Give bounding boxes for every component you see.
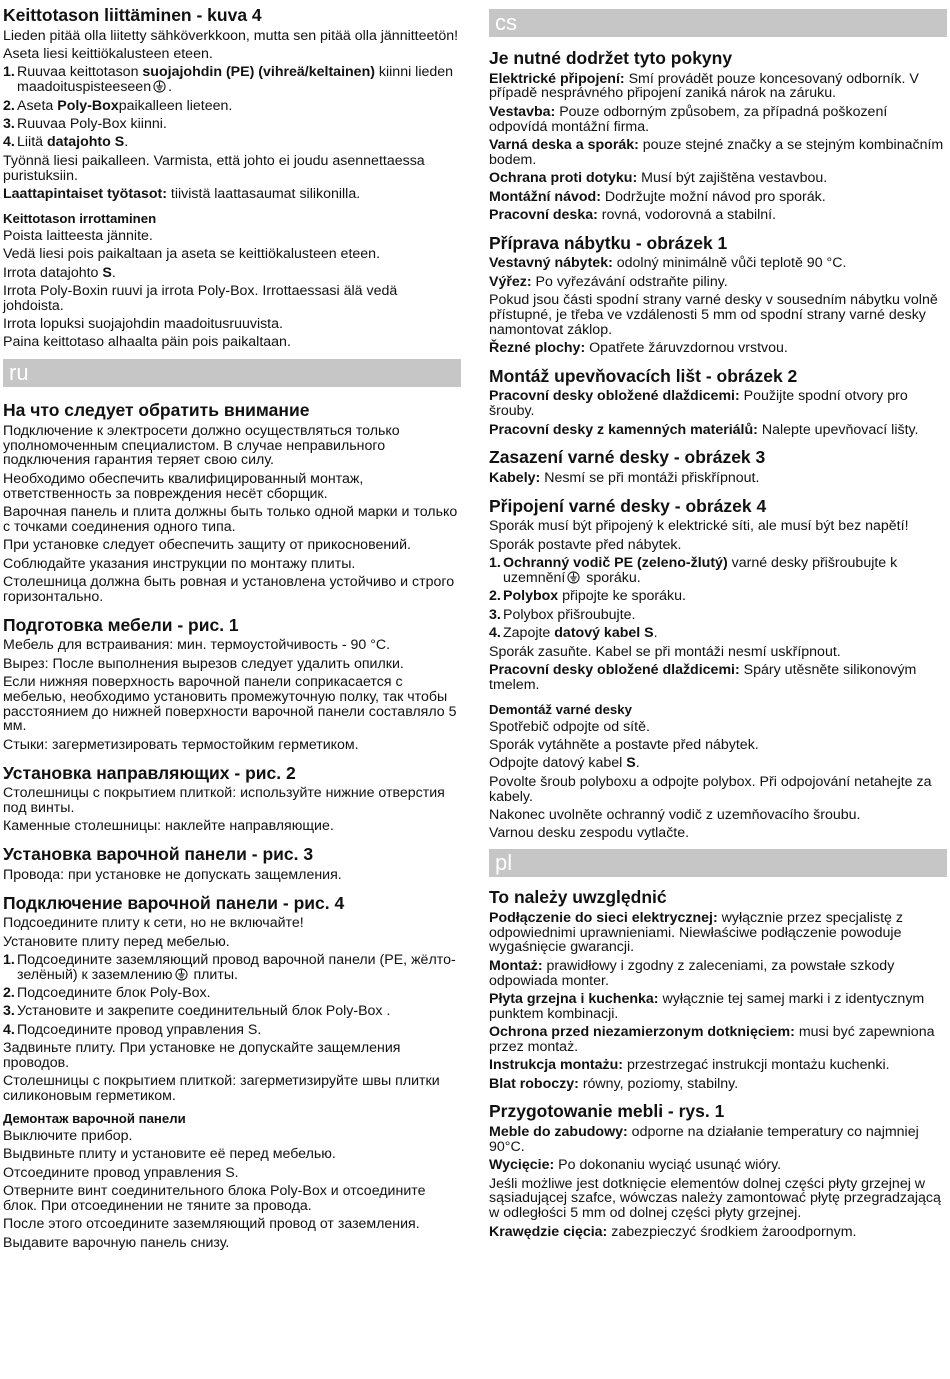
text: . [635, 755, 640, 772]
step-bold: datový kabel S [554, 625, 654, 642]
fi-paragraph: Irrota Poly-Boxin ruuvi ja irrota Poly-Box. Irrottaessasi älä vedä johdoista. [3, 282, 398, 314]
fi-paragraph [3, 266, 461, 281]
cs-paragraph [489, 138, 947, 168]
cs-subheading: Demontáž varné desky [489, 701, 632, 717]
step-number: 3. [489, 606, 501, 623]
step-text: Zapojte [503, 625, 555, 642]
ru-paragraph: Столешницы с покрытием плиткой: используйте нижние отверстия под винты. [3, 785, 445, 816]
text: odolný minimálně vůči teplotě 90 °C. [612, 255, 847, 272]
label: Laattapintaiset työtasot: [3, 185, 167, 202]
text: równy, poziomy, stabilny. [578, 1075, 739, 1092]
text: Dodržujte možní návod pro sporák. [600, 188, 826, 205]
ru-paragraph: Выдвиньте плиту и установите её перед мебелью. [3, 1146, 336, 1163]
label: Krawędzie cięcia: [489, 1223, 608, 1240]
ru-paragraph: Варочная панель и плита должны быть только одной марки и только с точками соединения одного типа. [3, 504, 458, 535]
pl-heading: To należy uwzględnić [489, 887, 667, 908]
step-text: Установите и закрепите соединительный блок Poly-Box . [17, 1003, 391, 1020]
cs-paragraph: Sporák zasuňte. Kabel se při montáži nesmí uskřípnout. [489, 643, 841, 660]
bold: S [626, 755, 636, 772]
text: prawidłowy i zgodny z zaleceniami, za powstałe szkody odpowiada monter. [489, 957, 895, 989]
step-bold: suojajohdin (PE) (vihreä/keltainen) [142, 64, 375, 81]
ru-paragraph: Отверните винт соединительного блока Poly-Box и отсоедините блок. При отсоединении не тяните за провода. [3, 1183, 426, 1214]
cs-paragraph: Spotřebič odpojte od sítě. [489, 718, 650, 735]
ground-symbol-icon [153, 80, 166, 93]
pl-paragraph [489, 1058, 947, 1073]
ru-heading: Подготовка мебели - рис. 1 [3, 614, 239, 635]
step-bold: Poly-Box [57, 97, 119, 114]
cs-heading: Zasazení varné desky - obrázek 3 [489, 447, 766, 468]
step-text: Ruuvaa keittotason [17, 64, 143, 81]
cs-paragraph: Povolte šroub polyboxu a odpojte polybox. Při odpojování netahejte za kabely. [489, 773, 932, 805]
cs-paragraph [489, 190, 947, 205]
cs-paragraph [489, 341, 947, 356]
text: Musí být zajištěna vestavbou. [637, 170, 828, 187]
fi-paragraph: Irrota lopuksi suojajohdin maadoitusruuvista. [3, 316, 283, 333]
ru-paragraph: Подсоедините плиту к сети, но не включайте! [3, 915, 304, 932]
bold: S [102, 264, 112, 281]
fi-paragraph: Poista laitteesta jännite. [3, 227, 153, 244]
ru-heading: Установка варочной панели - рис. 3 [3, 844, 314, 865]
text: Pouze odborným způsobem, za případná poškození odpovídá montážní firma. [489, 103, 888, 135]
label: Kabely: [489, 470, 541, 487]
ru-paragraph: Соблюдайте указания инструкции по монтажу плиты. [3, 555, 356, 572]
pl-heading: Przygotowanie mebli - rys. 1 [489, 1101, 725, 1122]
fi-paragraph: Työnnä liesi paikalleen. Varmista, että johto ei joudu asennettaessa puristuksiin. [3, 152, 425, 184]
fi-step [3, 117, 461, 132]
cs-heading: Připojení varné desky - obrázek 4 [489, 495, 767, 516]
text: Odpojte datový kabel [489, 755, 627, 772]
cs-paragraph: Sporák musí být připojený k elektrické síti, ale musí být bez napětí! [489, 518, 909, 535]
ru-paragraph: Каменные столешницы: наклейте направляющие. [3, 818, 334, 835]
ru-step [3, 986, 461, 1001]
label: Výřez: [489, 273, 532, 290]
label: Elektrické připojení: [489, 70, 625, 87]
text: Nesmí se při montáži přiskřípnout. [540, 470, 760, 487]
step-bold: Ochranný vodič PE (zeleno-žlutý) [503, 555, 728, 572]
text: Opatřete žáruvzdornou vrstvou. [585, 340, 788, 357]
step-number: 2. [3, 985, 15, 1002]
text: Irrota datajohto [3, 264, 103, 281]
step-number: 2. [3, 97, 15, 114]
label: Pracovní desky z kamenných materiálů: [489, 421, 758, 438]
ru-paragraph: Отсоедините провод управления S. [3, 1164, 239, 1181]
cs-paragraph [489, 256, 947, 271]
ru-paragraph: При установке следует обеспечить защиту от прикосновений. [3, 537, 411, 554]
ru-paragraph: После этого отсоедините заземляющий провод от заземления. [3, 1216, 420, 1233]
pl-paragraph [489, 1025, 947, 1055]
pl-section [489, 887, 947, 1239]
fi-step [3, 65, 461, 95]
ru-paragraph: Провода: при установке не допускать защемления. [3, 866, 342, 883]
pl-paragraph [489, 959, 947, 989]
step-number: 4. [3, 1021, 15, 1038]
cs-heading: Montáž upevňovacích lišt - obrázek 2 [489, 365, 798, 386]
fi-heading: Keittotason liittäminen - kuva 4 [3, 5, 262, 25]
ru-step [3, 1004, 461, 1019]
fi-section [3, 5, 461, 350]
text: odporne na działanie temperatury co najmniej 90°C. [489, 1124, 919, 1155]
label: Vestavný nábytek: [489, 255, 613, 272]
cs-step [489, 589, 947, 604]
text: tiivistä laattasaumat silikonilla. [166, 185, 361, 202]
cs-paragraph [489, 171, 947, 186]
label: Ochrana proti dotyku: [489, 170, 638, 187]
fi-paragraph [3, 187, 461, 202]
ru-heading: На что следует обратить внимание [3, 400, 310, 421]
text: musi być zapewniona przez montaż. [489, 1024, 935, 1055]
language-bar-cs: cs [489, 9, 947, 37]
text: rovná, vodorovná a stabilní. [597, 206, 777, 223]
fi-paragraph: Lieden pitää olla liitetty sähköverkkoon, mutta sen pitää olla jännitteetön! [3, 27, 459, 44]
fi-paragraph: Aseta liesi keittiökalusteen eteen. [3, 45, 213, 62]
cs-paragraph [489, 208, 947, 223]
fi-step [3, 135, 461, 150]
cs-heading: Příprava nábytku - obrázek 1 [489, 232, 728, 253]
ru-paragraph: Мебель для встраивания: мин. термоустойчивость - 90 °C. [3, 637, 391, 654]
step-number: 4. [3, 134, 15, 151]
text: Po vyřezávání odstraňte piliny. [531, 273, 728, 290]
cs-paragraph [489, 275, 947, 290]
step-text: Подсоедините заземляющий провод варочной панели (PE, жёлто-зелёный) к заземлению [17, 951, 456, 983]
step-text: плиты. [189, 966, 238, 983]
ru-paragraph: Вырез: После выполнения вырезов следует удалить опилки. [3, 655, 404, 672]
text: wyłącznie przez specjalistę z odpowiednimi uprawnieniami. Niewłaściwe podłączenie powoduje wygaśnięcie gwarancji. [489, 909, 903, 956]
label: Meble do zabudowy: [489, 1124, 628, 1141]
step-bold: datajohto S [46, 134, 125, 151]
text: Použijte spodní otvory pro šrouby. [489, 388, 908, 420]
step-text: sporáku. [582, 570, 641, 587]
ru-paragraph: Столешницы с покрытием плиткой: загерметизируйте швы плитки силиконовым герметиком. [3, 1073, 440, 1105]
text: Po dokonaniu wyciąć usunąć wióry. [554, 1157, 782, 1174]
label: Ochrona przed niezamierzonym dotknięciem: [489, 1024, 795, 1041]
step-number: 2. [489, 588, 501, 605]
cs-step [489, 626, 947, 641]
fi-subheading: Keittotason irrottaminen [3, 210, 157, 226]
label: Wycięcie: [489, 1157, 555, 1174]
step-text: Ruuvaa Poly-Box kiinni. [17, 115, 167, 132]
step-number: 3. [3, 115, 15, 132]
cs-step [489, 556, 947, 586]
pl-paragraph [489, 1225, 947, 1240]
label: Pracovní desky obložené dlaždicemi: [489, 388, 740, 405]
ru-paragraph: Задвиньте плиту. При установке не допускайте защемления проводов. [3, 1040, 401, 1072]
label: Podłączenie do sieci elektrycznej: [489, 909, 718, 926]
ru-heading: Установка направляющих - рис. 2 [3, 762, 296, 783]
fi-step [3, 99, 461, 114]
step-text: připojte ke sporáku. [558, 588, 686, 605]
ru-paragraph: Столешница должна быть ровная и установлена устойчиво и строго горизонтально. [3, 574, 455, 605]
ru-paragraph: Необходимо обеспечить квалифицированный монтаж, ответственность за повреждения несёт сборщик. [3, 470, 364, 502]
pl-paragraph: Jeśli możliwe jest dotknięcie elementów dolnej części płyty grzejnej w sąsiadującej szafce, wówczas należy zamontować płytę przegradzającą w odległości 5 mm od dolnej części płyty grzejnej. [489, 1175, 941, 1222]
text: zabezpieczyć środkiem żaroodpornym. [607, 1223, 857, 1240]
cs-paragraph [489, 663, 947, 693]
label: Vestavba: [489, 103, 556, 120]
cs-paragraph: Nakonec uvolněte ochranný vodič z uzemňovacího šroubu. [489, 806, 861, 823]
pl-paragraph [489, 1077, 947, 1092]
label: Řezné plochy: [489, 340, 586, 357]
text: przestrzegać instrukcji montażu kuchenki. [623, 1057, 890, 1074]
text: Nalepte upevňovací lišty. [757, 421, 919, 438]
text: . [111, 264, 116, 281]
ru-paragraph: Стыки: загерметизировать термостойким герметиком. [3, 736, 359, 753]
label: Montážní návod: [489, 188, 601, 205]
step-number: 1. [3, 64, 15, 81]
fi-paragraph: Vedä liesi pois paikaltaan ja aseta se keittiökalusteen eteen. [3, 246, 381, 263]
text: wyłącznie tej samej marki i z identycznym punktem kombinacji. [489, 990, 925, 1022]
cs-step [489, 608, 947, 623]
right-column [489, 0, 947, 1239]
pl-paragraph [489, 911, 947, 955]
cs-paragraph: Sporák vytáhněte a postavte před nábytek. [489, 736, 759, 753]
label: Płyta grzejna i kuchenka: [489, 990, 659, 1007]
step-bold: Polybox [503, 588, 559, 605]
step-text: paikalleen lieteen. [118, 97, 233, 114]
pl-paragraph [489, 992, 947, 1022]
ru-step [3, 953, 461, 983]
left-column [3, 0, 461, 1251]
step-number: 1. [489, 555, 501, 572]
cs-paragraph: Varnou desku zespodu vytlačte. [489, 825, 690, 842]
step-text: Подсоедините провод управления S. [17, 1021, 262, 1038]
ru-paragraph: Подключение к электросети должно осуществляться только уполномоченным специалистом. В случае неправильного подключения гарантия теряет свою силу. [3, 422, 400, 469]
ru-step [3, 1023, 461, 1038]
step-text: . [653, 625, 658, 642]
ru-paragraph: Если нижняя поверхность варочной панели соприкасается с мебелью, необходимо установить промежуточную полку, так чтобы расстоянием до нижней поверхности варочной панели составляло 5 мм. [3, 673, 457, 735]
ru-section [3, 400, 461, 1250]
cs-paragraph [489, 756, 947, 771]
label: Instrukcja montażu: [489, 1057, 624, 1074]
step-number: 1. [3, 951, 15, 968]
step-number: 4. [489, 625, 501, 642]
step-text: Polybox přišroubujte. [503, 606, 636, 623]
ru-paragraph: Выдавите варочную панель снизу. [3, 1234, 230, 1251]
cs-paragraph [489, 471, 947, 486]
pl-paragraph [489, 1158, 947, 1173]
cs-paragraph [489, 389, 947, 419]
label: Pracovní deska: [489, 206, 598, 223]
cs-paragraph: Pokud jsou části spodní strany varné desky v sousedním nábytku volně přístupné, je třeba ve vzdálenosti 5 mm od spodní strany varné desky namontovat záklop. [489, 292, 938, 338]
step-text: varné desky přišroubujte k uzemnění [503, 555, 898, 587]
text: Smí provádět pouze koncesovaný odborník. V případě nesprávného připojení zaniká nárok na záruku. [489, 70, 919, 102]
text: Spáry utěsněte silikonovým tmelem. [489, 661, 917, 693]
pl-paragraph [489, 1125, 947, 1155]
cs-paragraph [489, 72, 947, 102]
step-text: . [168, 79, 173, 96]
ground-symbol-icon [175, 968, 188, 981]
cs-section [489, 48, 947, 841]
step-text: Aseta [17, 97, 58, 114]
step-text: Liitä [17, 134, 47, 151]
language-bar-pl: pl [489, 849, 947, 877]
ru-paragraph: Выключите прибор. [3, 1128, 133, 1145]
fi-paragraph: Paina keittotaso alhaalta päin pois paikaltaan. [3, 334, 291, 351]
cs-paragraph [489, 423, 947, 438]
ru-subheading: Демонтаж варочной панели [3, 1111, 186, 1127]
ground-symbol-icon [567, 571, 580, 584]
label: Pracovní desky obložené dlaždicemi: [489, 661, 740, 678]
language-bar-ru: ru [3, 359, 461, 387]
label: Varná deska a sporák: [489, 136, 639, 153]
text: pouze stejné značky a se stejným kombinačním bodem. [489, 136, 944, 168]
cs-paragraph [489, 105, 947, 135]
step-text: Подсоедините блок Poly-Box. [17, 985, 211, 1002]
cs-paragraph: Sporák postavte před nábytek. [489, 536, 682, 553]
step-number: 3. [3, 1003, 15, 1020]
step-text: kiinni lieden maadoituspisteeseen [17, 64, 454, 96]
step-text: . [124, 134, 129, 151]
ru-heading: Подключение варочной панели - рис. 4 [3, 892, 345, 913]
label: Blat roboczy: [489, 1075, 579, 1092]
label: Montaż: [489, 957, 543, 974]
cs-heading: Je nutné dodržet tyto pokyny [489, 48, 733, 68]
ru-paragraph: Установите плиту перед мебелью. [3, 933, 230, 950]
